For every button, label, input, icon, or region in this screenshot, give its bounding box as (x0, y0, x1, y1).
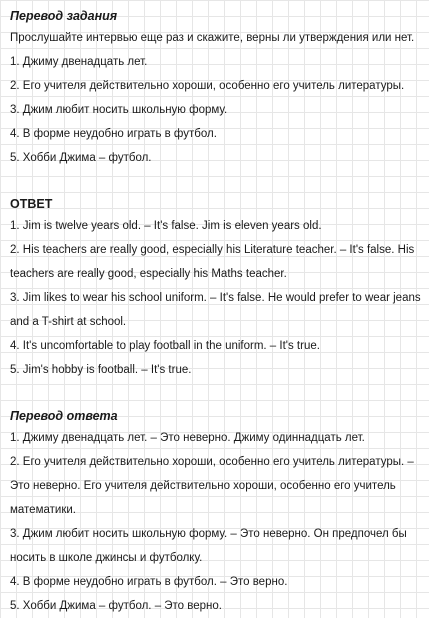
task-translation-title: Перевод задания (10, 9, 118, 23)
list-item: 1. Джиму двенадцать лет. – Это неверно. Джиму одиннадцать лет. (10, 432, 365, 444)
list-item: 3. Джим любит носить школьную форму. (10, 104, 228, 116)
list-item: 4. В форме неудобно играть в футбол. (10, 128, 217, 140)
list-item: 3. Jim likes to wear his school uniform. – It's false. He would prefer to wear jeans and a T-shirt at school. (10, 292, 421, 328)
answer-translation-section (10, 406, 421, 618)
list-item: 3. Джим любит носить школьную форму. – Это неверно. Он предпочел бы носить в школе джинсы и футболку. (10, 528, 407, 564)
section-gap (10, 170, 421, 194)
list-item: 1. Джиму двенадцать лет. (10, 56, 148, 68)
section-gap (10, 382, 421, 406)
list-item: 2. Его учителя действительно хороши, особенно его учитель литературы. – Это неверно. Его учителя действительно хороши, особенно его учитель математики. (10, 456, 414, 516)
answer-translation-title: Перевод ответа (10, 409, 118, 423)
list-item: 2. Его учителя действительно хороши, особенно его учитель литературы. (10, 80, 405, 92)
list-item: 1. Jim is twelve years old. – It's false. Jim is eleven years old. (10, 220, 322, 232)
answer-items-list (10, 214, 421, 382)
answer-section (10, 194, 421, 382)
list-item: 4. It's uncomfortable to play football in the uniform. – It's true. (10, 340, 320, 352)
list-item: 5. Хобби Джима – футбол. – Это верно. (10, 600, 222, 612)
list-item: 4. В форме неудобно играть в футбол. – Это верно. (10, 576, 288, 588)
list-item: 2. His teachers are really good, especially his Literature teacher. – It's false. His teachers are really good, especially his Maths teacher. (10, 244, 415, 280)
list-item: 5. Хобби Джима – футбол. (10, 152, 152, 164)
task-items-list (10, 50, 421, 170)
list-item: 5. Jim's hobby is football. – It's true. (10, 364, 192, 376)
answer-translation-items-list (10, 426, 421, 618)
task-intro: Прослушайте интервью еще раз и скажите, верны ли утверждения или нет. (10, 32, 415, 44)
task-translation-section (10, 6, 421, 170)
answer-title: ОТВЕТ (10, 197, 53, 211)
